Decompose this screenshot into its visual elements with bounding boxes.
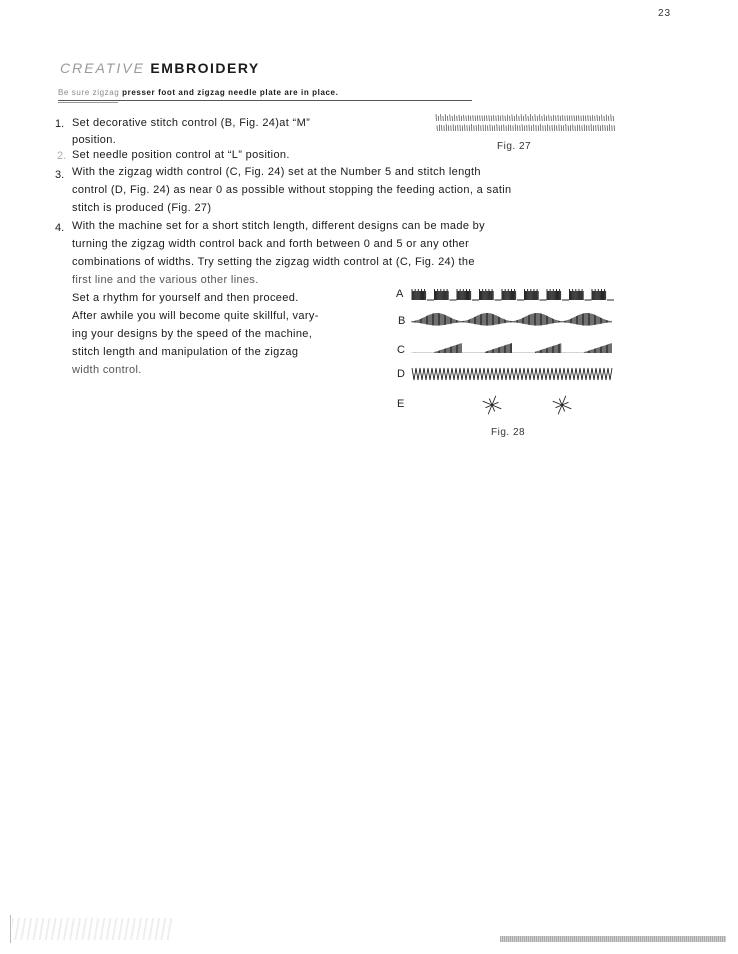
title-faded: CREATIVE bbox=[60, 60, 145, 76]
step-line: stitch length and manipulation of the zigzag bbox=[72, 346, 299, 358]
section-subtitle bbox=[58, 88, 338, 97]
step-line: width control. bbox=[72, 364, 142, 376]
step-line: Set a rhythm for yourself and then proceed. bbox=[72, 292, 299, 304]
fig28-row-c-pattern bbox=[412, 337, 614, 357]
fig28-row-label: B bbox=[398, 315, 406, 327]
fig28-row-d-pattern bbox=[412, 366, 614, 382]
fig28-row-e-star-left bbox=[480, 393, 504, 417]
step-line: control (D, Fig. 24) as near 0 as possible without stopping the feeding action, a satin bbox=[72, 184, 512, 196]
title-bold: EMBROIDERY bbox=[150, 60, 260, 76]
step-line: Set needle position control at “L” position. bbox=[72, 149, 290, 161]
fig28-row-label: A bbox=[396, 288, 404, 300]
step-line: stitch is produced (Fig. 27) bbox=[72, 202, 212, 214]
fig28-row-label: C bbox=[397, 344, 405, 356]
step-line: turning the zigzag width control back and forth between 0 and 5 or any other bbox=[72, 238, 470, 250]
scan-noise bbox=[12, 918, 172, 940]
fig28-row-a-pattern bbox=[412, 288, 614, 302]
step-number: 2. bbox=[57, 150, 67, 162]
bottom-rule bbox=[500, 936, 726, 942]
step-line: combinations of widths. Try setting the zigzag width control at (C, Fig. 24) the bbox=[72, 256, 475, 268]
scan-margin-mark bbox=[10, 915, 11, 943]
step-number: 3. bbox=[55, 169, 65, 181]
subtitle-faded: Be sure zigzag bbox=[58, 88, 120, 97]
step-line: With the zigzag width control (C, Fig. 24) set at the Number 5 and stitch length bbox=[72, 166, 481, 178]
page-number: 23 bbox=[658, 8, 672, 19]
step-number: 1. bbox=[55, 118, 65, 130]
step-line: position. bbox=[72, 134, 117, 146]
step-line: Set decorative stitch control (B, Fig. 24)at “M” bbox=[72, 117, 311, 129]
step-number: 4. bbox=[55, 222, 65, 234]
subtitle-underline-2 bbox=[58, 102, 118, 103]
step-line: ing your designs by the speed of the machine, bbox=[72, 328, 313, 340]
step-line: After awhile you will become quite skillful, vary- bbox=[72, 310, 319, 322]
fig28-row-e-star-right bbox=[550, 393, 574, 417]
subtitle-bold: presser foot and zigzag needle plate are in place. bbox=[122, 88, 339, 97]
fig28-caption: Fig. 28 bbox=[491, 427, 526, 438]
subtitle-underline bbox=[58, 100, 472, 101]
fig28-row-label: E bbox=[397, 398, 405, 410]
step-line: With the machine set for a short stitch length, different designs can be made by bbox=[72, 220, 486, 232]
fig28-row-label: D bbox=[397, 368, 405, 380]
fig28-row-b-pattern bbox=[412, 310, 614, 330]
fig27-caption: Fig. 27 bbox=[497, 141, 532, 152]
step-line: first line and the various other lines. bbox=[72, 274, 259, 286]
fig27-satin-stitch bbox=[436, 112, 616, 134]
page-title bbox=[60, 60, 260, 76]
